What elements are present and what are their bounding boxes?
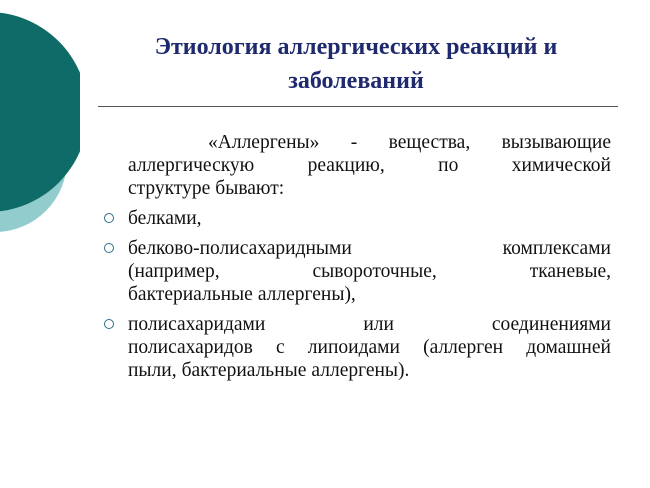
word: (например, [128, 261, 220, 282]
word: аллергены), [257, 284, 356, 305]
word: тканевые, [529, 261, 611, 282]
word: белками, [128, 208, 202, 229]
word: пыли, [128, 360, 177, 381]
text-line [128, 313, 611, 336]
word: соединениями [491, 314, 611, 335]
word: бактериальные [181, 360, 307, 381]
word: (аллерген [423, 337, 504, 358]
text-line [128, 154, 611, 177]
word: комплексами [502, 238, 611, 259]
word: бывают: [215, 178, 285, 199]
circle-bullet-icon [104, 319, 114, 329]
circle-bullet-icon [104, 213, 114, 223]
decorative-circles [0, 0, 80, 260]
circle-bullet-icon [104, 243, 114, 253]
bullet-item-proteins [128, 207, 611, 230]
word: липоидами [307, 337, 400, 358]
text-line [128, 207, 611, 230]
word: бактериальные [128, 284, 253, 305]
dark-circle [0, 12, 80, 212]
intro-paragraph [128, 131, 611, 200]
title-divider [98, 106, 618, 107]
text-line [128, 260, 611, 283]
word: полисахаридов [128, 337, 253, 358]
text-line [128, 177, 611, 200]
bullet-item-polysaccharides [128, 313, 611, 382]
text-line [128, 336, 611, 359]
word: домашней [526, 337, 611, 358]
word: «Аллергены» [208, 132, 320, 153]
text-line [128, 237, 611, 260]
word: аллергены). [311, 360, 410, 381]
word: сывороточные, [312, 261, 437, 282]
text-line [128, 283, 611, 306]
slide-body [128, 131, 611, 382]
word: - [350, 132, 358, 153]
text-line [128, 359, 611, 382]
word: вызывающие [501, 132, 611, 153]
word: реакцию, [307, 155, 385, 176]
word: с [276, 337, 285, 358]
word: полисахаридами [128, 314, 266, 335]
word: химической [511, 155, 611, 176]
word: по [438, 155, 459, 176]
word: или [363, 314, 394, 335]
word: белково-полисахаридными [128, 238, 352, 259]
title-line-2: заболеваний [288, 68, 424, 94]
word: аллергическую [128, 155, 255, 176]
bullet-item-protein-polysaccharide [128, 237, 611, 306]
word: структуре [128, 178, 211, 199]
text-line [128, 131, 611, 154]
slide-title [96, 30, 616, 98]
title-line-1: Этиология аллергических реакций и [154, 34, 558, 60]
word: вещества, [388, 132, 471, 153]
